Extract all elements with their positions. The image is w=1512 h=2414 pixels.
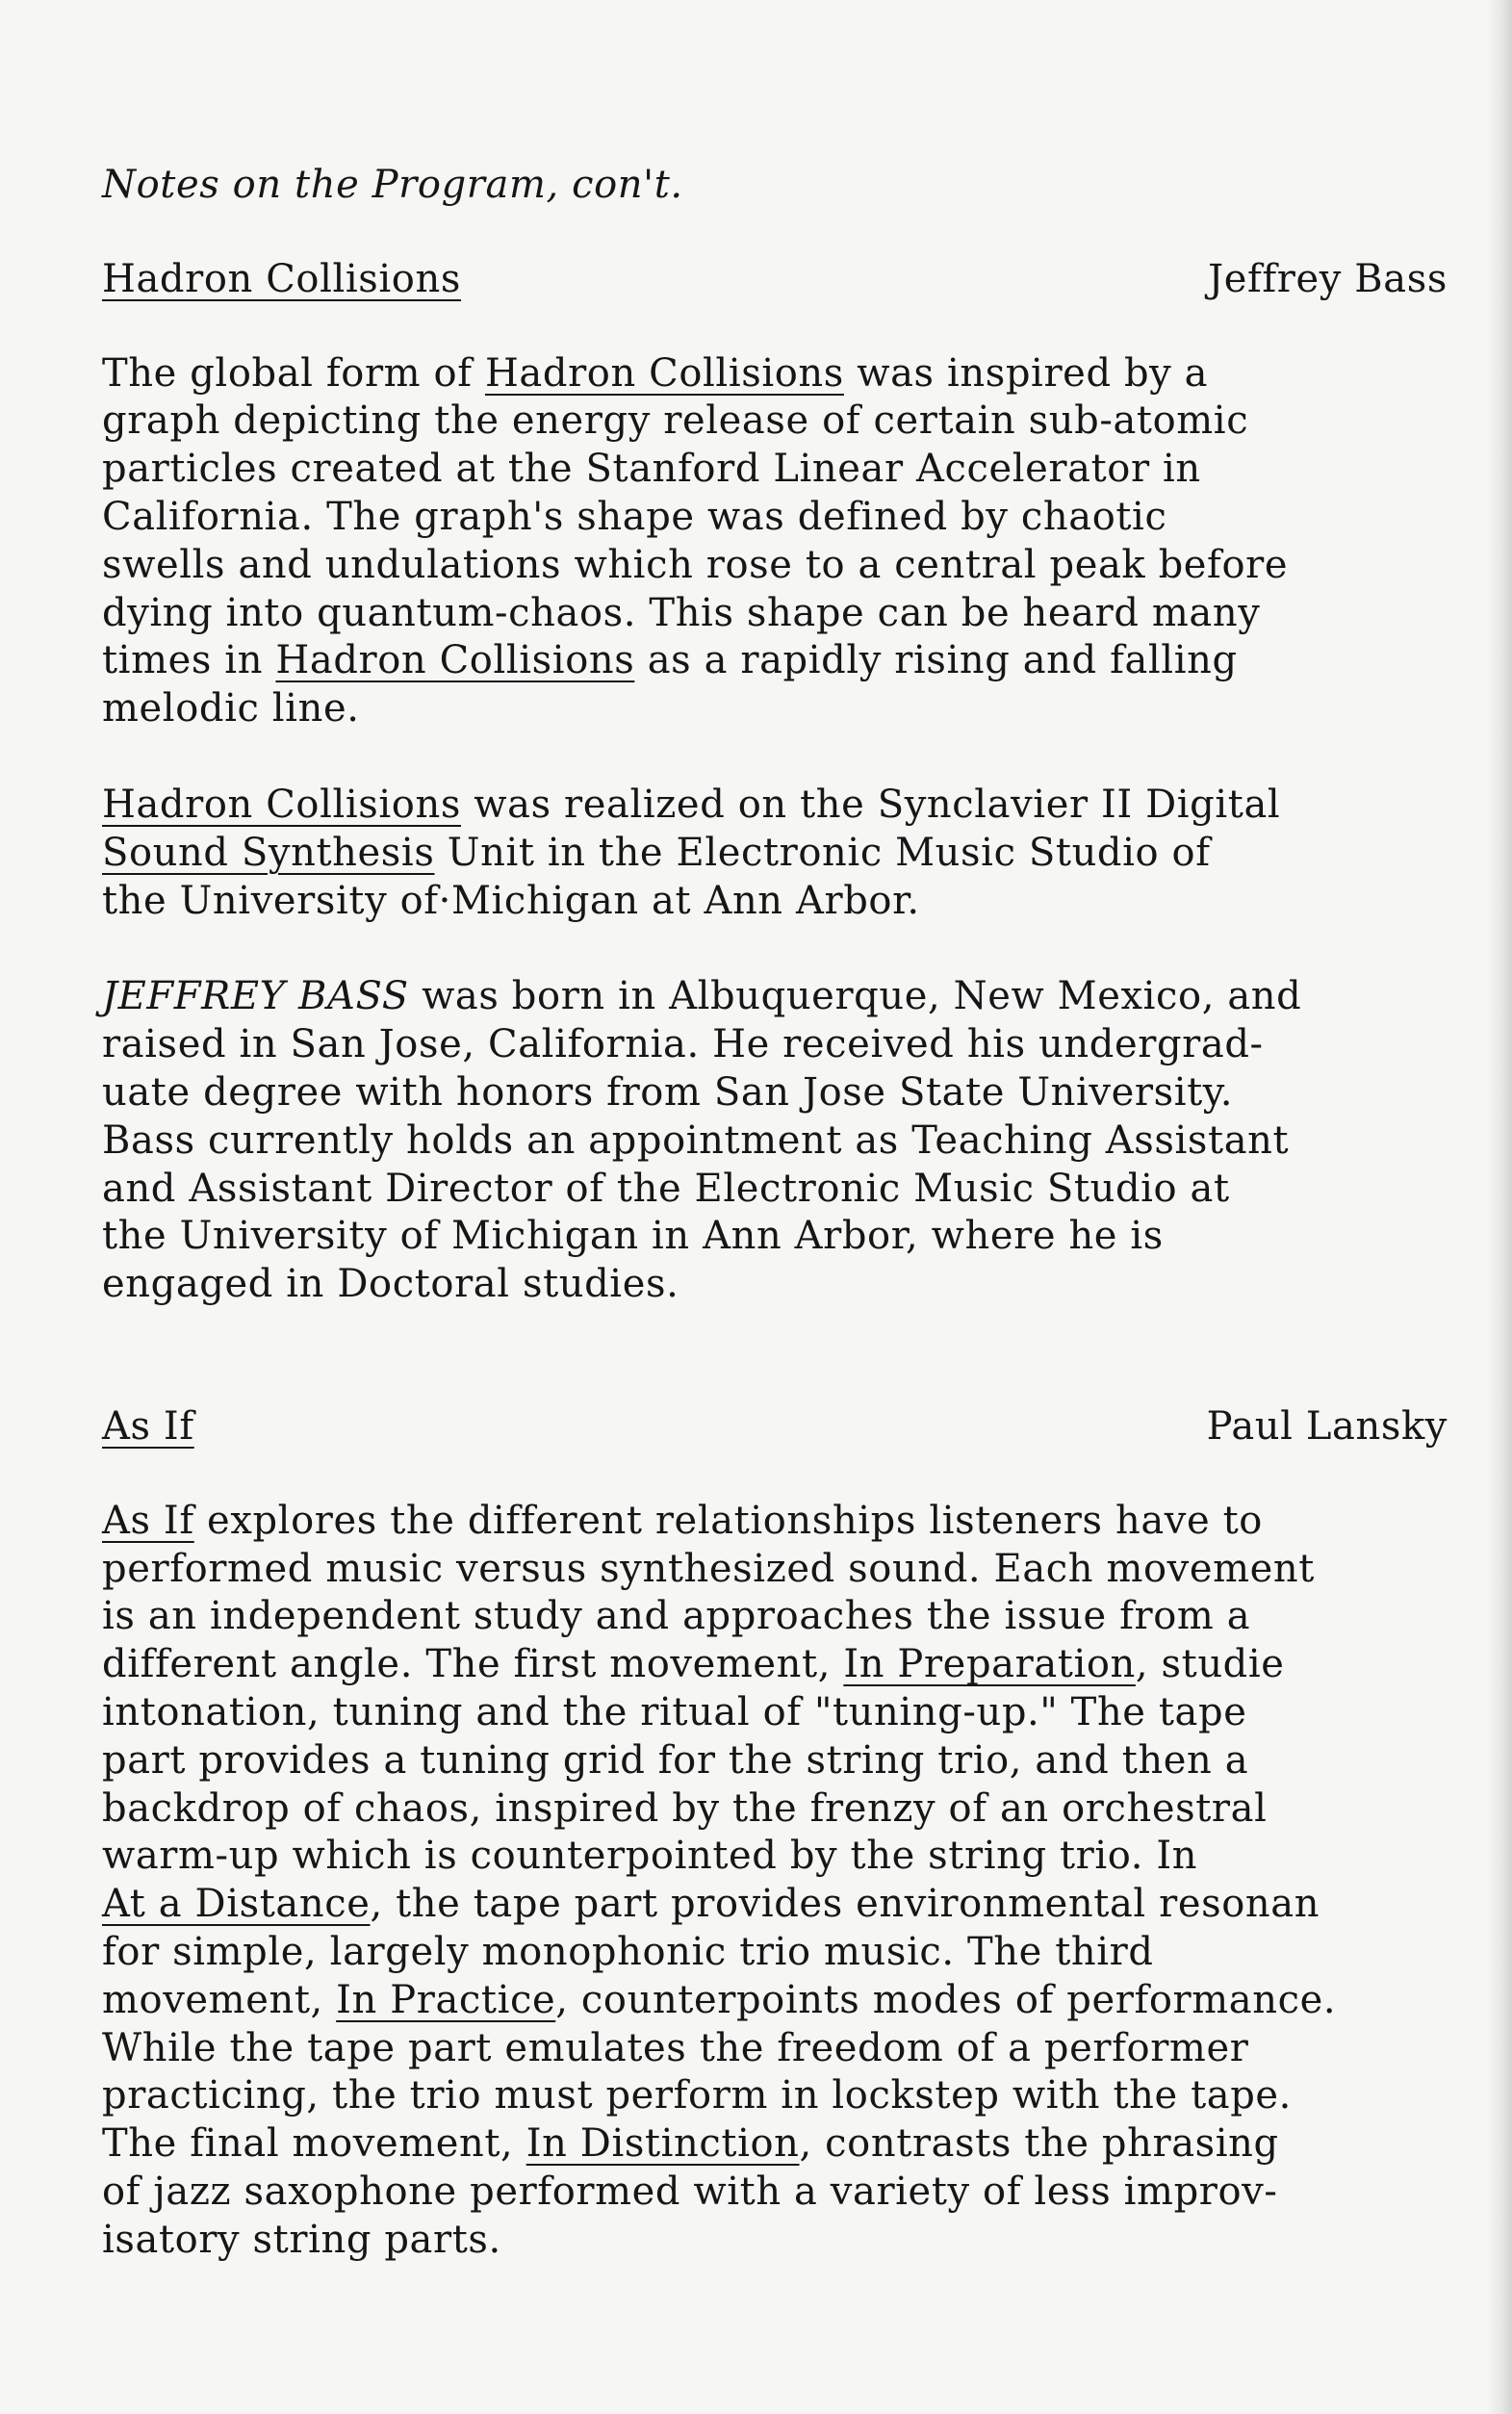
text-line: raised in San Jose, California. He received his undergrad- — [102, 1022, 1264, 1067]
composer-name: Jeffrey Bass — [1208, 256, 1448, 301]
text-line: The global form of Hadron Collisions was inspired by a — [102, 350, 1209, 396]
text-line: uate degree with honors from San Jose State University. — [102, 1069, 1234, 1115]
text-line: particles created at the Stanford Linear Accelerator in — [102, 447, 1201, 492]
text-line: movement, In Practice, counterpoints modes of performance. — [102, 1977, 1337, 2022]
text-line: dying into quantum-chaos. This shape can be heard many — [102, 590, 1261, 635]
text-line: graph depicting the energy release of certain sub-atomic — [102, 398, 1249, 444]
text-line: practicing, the trio must perform in lockstep with the tape. — [102, 2073, 1292, 2119]
piece-title: Hadron Collisions — [102, 256, 461, 301]
text-line: The final movement, In Distinction, contrasts the phrasing — [102, 2121, 1279, 2167]
text-line: times in Hadron Collisions as a rapidly rising and falling — [102, 638, 1238, 683]
paragraph-hadron-realization — [102, 782, 1498, 925]
piece-title: As If — [102, 1403, 194, 1449]
piece-header-as-if — [102, 1403, 1498, 1451]
text-line: At a Distance, the tape part provides environmental resonan — [102, 1882, 1320, 1927]
text-line: is an independent study and approaches the issue from a — [102, 1594, 1251, 1639]
text-line: performed music versus synthesized sound. Each movement — [102, 1546, 1315, 1591]
text-line: While the tape part emulates the freedom of a performer — [102, 2025, 1249, 2070]
text-line: part provides a tuning grid for the string trio, and then a — [102, 1737, 1249, 1783]
paragraph-composer-bio — [102, 973, 1498, 1309]
text-line: Sound Synthesis Unit in the Electronic Music Studio of — [102, 830, 1211, 875]
text-line: of jazz saxophone performed with a variety of less improv- — [102, 2169, 1278, 2214]
text-line: Bass currently holds an appointment as Teaching Assistant — [102, 1117, 1290, 1163]
text-line: the University of·Michigan at Ann Arbor. — [102, 878, 920, 923]
piece-header-hadron — [102, 256, 1498, 304]
text-line: melodic line. — [102, 686, 360, 732]
paragraph-hadron-description — [102, 350, 1498, 733]
text-line: engaged in Doctoral studies. — [102, 1262, 679, 1307]
notes-content — [102, 162, 1498, 2264]
text-line: isatory string parts. — [102, 2217, 501, 2262]
text-line: Hadron Collisions was realized on the Synclavier II Digital — [102, 782, 1281, 827]
text-line: backdrop of chaos, inspired by the frenzy of an orchestral — [102, 1785, 1268, 1831]
text-line: for simple, largely monophonic trio music. The third — [102, 1929, 1154, 1974]
text-line: different angle. The first movement, In Preparation, studie — [102, 1642, 1285, 1687]
composer-name: Paul Lansky — [1206, 1403, 1448, 1449]
text-line: As If explores the different relationships listeners have to — [102, 1498, 1263, 1543]
paragraph-as-if-description — [102, 1498, 1498, 2265]
text-line: the University of Michigan in Ann Arbor, where he is — [102, 1214, 1164, 1259]
text-line: warm-up which is counterpointed by the string trio. In — [102, 1834, 1198, 1879]
text-line: and Assistant Director of the Electronic Music Studio at — [102, 1166, 1230, 1211]
text-line: intonation, tuning and the ritual of "tuning-up." The tape — [102, 1689, 1247, 1734]
page-heading: Notes on the Program, con't. — [102, 163, 683, 207]
text-line: JEFFREY BASS was born in Albuquerque, New Mexico, and — [102, 974, 1302, 1019]
text-line: swells and undulations which rose to a central peak before — [102, 542, 1289, 587]
text-line: California. The graph's shape was defined by chaotic — [102, 494, 1167, 539]
